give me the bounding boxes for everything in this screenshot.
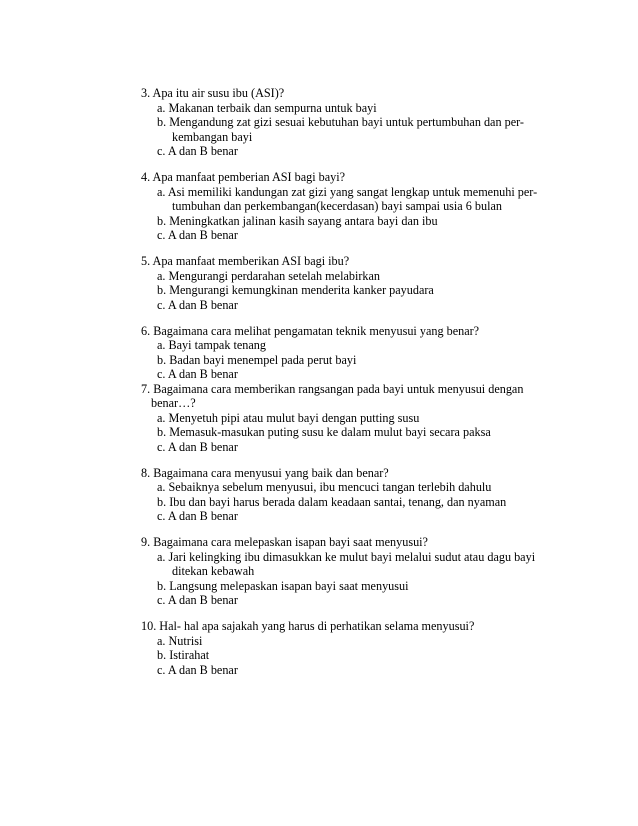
answer-option: c. A dan B benar <box>157 297 238 312</box>
document-page <box>141 86 561 677</box>
answer-option: a. Menyetuh pipi atau mulut bayi dengan putting susu <box>157 410 420 425</box>
question-block <box>141 86 561 159</box>
question-block <box>141 466 561 524</box>
answer-option: c. A dan B benar <box>157 228 238 242</box>
question-block <box>141 535 561 608</box>
question-text: 7. Bagaimana cara memberikan rangsangan pada bayi untuk menyusui dengan <box>141 381 524 396</box>
spacer <box>141 243 561 255</box>
answer-option: c. A dan B benar <box>157 593 238 607</box>
answer-option: b. Mengandung zat gizi sesuai kebutuhan bayi untuk pertumbuhan dan per- <box>157 115 524 129</box>
answer-option-continuation: kembangan bayi <box>172 129 253 144</box>
question-text: 10. Hal- hal apa sajakah yang harus di perhatikan selama menyusui? <box>141 619 475 633</box>
question-text: 9. Bagaimana cara melepaskan isapan bayi saat menyusui? <box>141 535 428 549</box>
answer-option: c. A dan B benar <box>157 509 238 523</box>
answer-option: a. Mengurangi perdarahan setelah melabirkan <box>157 268 380 283</box>
spacer <box>141 159 561 171</box>
question-text: 6. Bagaimana cara melihat pengamatan teknik menyusui yang benar? <box>141 323 480 338</box>
answer-option: a. Asi memiliki kandungan zat gizi yang sangat lengkap untuk memenuhi per- <box>157 184 538 199</box>
spacer <box>141 524 561 536</box>
answer-option: c. A dan B benar <box>157 367 238 381</box>
answer-option: a. Jari kelingking ibu dimasukkan ke mulut bayi melalui sudut atau dagu bayi <box>157 549 536 564</box>
answer-option: a. Nutrisi <box>157 633 203 648</box>
question-block <box>141 170 561 243</box>
question-text-continuation: benar…? <box>151 396 196 410</box>
spacer <box>141 312 561 324</box>
spacer <box>141 454 561 466</box>
answer-option: c. A dan B benar <box>157 439 238 454</box>
answer-option: b. Badan bayi menempel pada perut bayi <box>157 352 357 367</box>
question-block <box>141 254 561 312</box>
question-block <box>141 324 561 382</box>
answer-option: c. A dan B benar <box>157 144 238 158</box>
answer-option: b. Memasuk-masukan puting susu ke dalam mulut bayi secara paksa <box>157 425 491 439</box>
spacer <box>141 608 561 620</box>
answer-option: b. Mengurangi kemungkinan menderita kanker payudara <box>157 283 434 297</box>
question-text: 5. Apa manfaat memberikan ASI bagi ibu? <box>141 254 350 268</box>
question-text: 3. Apa itu air susu ibu (ASI)? <box>141 86 285 100</box>
question-text: 8. Bagaimana cara menyusui yang baik dan benar? <box>141 465 389 480</box>
question-block <box>141 619 561 677</box>
answer-option-continuation: ditekan kebawah <box>172 564 255 578</box>
question-text: 4. Apa manfaat pemberian ASI bagi bayi? <box>141 170 346 184</box>
answer-option: b. Langsung melepaskan isapan bayi saat menyusui <box>157 578 409 593</box>
answer-option: a. Sebaiknya sebelum menyusui, ibu mencuci tangan terlebih dahulu <box>157 480 492 494</box>
answer-option: a. Makanan terbaik dan sempurna untuk bayi <box>157 100 377 115</box>
answer-option: b. Meningkatkan jalinan kasih sayang antara bayi dan ibu <box>157 213 438 228</box>
answer-option: b. Ibu dan bayi harus berada dalam keadaan santai, tenang, dan nyaman <box>157 494 507 509</box>
question-block <box>141 382 561 455</box>
answer-option-continuation: tumbuhan dan perkembangan(kecerdasan) bayi sampai usia 6 bulan <box>172 199 502 213</box>
answer-option: c. A dan B benar <box>157 662 238 677</box>
answer-option: b. Istirahat <box>157 648 210 662</box>
answer-option: a. Bayi tampak tenang <box>157 338 266 352</box>
